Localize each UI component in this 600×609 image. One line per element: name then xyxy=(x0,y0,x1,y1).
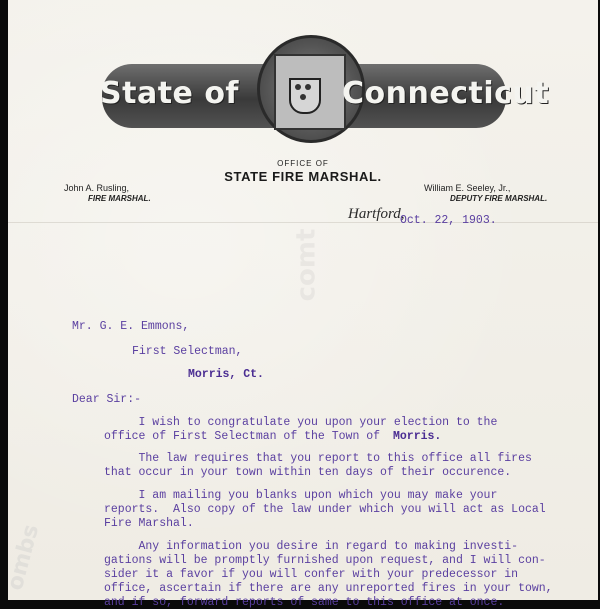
paper-fold-line xyxy=(8,222,598,223)
salutation: Dear Sir:- xyxy=(72,393,142,406)
office-of-label: OFFICE OF xyxy=(277,159,329,168)
grapevine-icon xyxy=(305,84,311,90)
body-line: The law requires that you report to this office all fires xyxy=(104,452,532,465)
dateline-place: Hartford, xyxy=(348,206,405,222)
body-line: reports. Also copy of the law under which you will act as Local xyxy=(104,503,546,516)
recipient-name: Mr. G. E. Emmons, xyxy=(72,320,190,333)
deputy-title: DEPUTY FIRE MARSHAL. xyxy=(450,194,548,203)
body-line: I wish to congratulate you upon your election to the xyxy=(104,416,498,429)
body-line: Any information you desire in regard to making investi- xyxy=(104,540,519,553)
body-line: gations will be promptly furnished upon request, and I will con- xyxy=(104,554,546,567)
body-line: that occur in your town within ten days of their occurence. xyxy=(104,466,512,479)
deputy-name: William E. Seeley, Jr., xyxy=(424,183,511,193)
body-line: and if so, forward reports of same to this office at once. xyxy=(104,596,505,609)
recipient-town: Morris, Ct. xyxy=(188,368,264,381)
letter-paper xyxy=(8,0,598,609)
body-line: office of First Selectman of the Town of xyxy=(104,430,381,443)
watermark-text: comt xyxy=(291,228,322,302)
recipient-title: First Selectman, xyxy=(132,345,243,358)
letterhead-state-of: State of xyxy=(100,76,239,111)
body-line: office, ascertain if there are any unreported fires in your town, xyxy=(104,582,553,595)
body-line: I am mailing you blanks upon which you may make your xyxy=(104,489,498,502)
dateline-date: Oct. 22, 1903. xyxy=(400,214,497,227)
marshal-title: FIRE MARSHAL. xyxy=(88,194,151,203)
grapevine-icon xyxy=(295,84,301,90)
letterhead-connecticut: Connecticut xyxy=(342,76,550,111)
marshal-name: John A. Rusling, xyxy=(64,183,130,193)
office-name: STATE FIRE MARSHAL. xyxy=(224,169,382,184)
body-line: Fire Marshal. xyxy=(104,517,194,530)
body-town-bold: Morris. xyxy=(393,430,442,443)
grapevine-icon xyxy=(300,94,306,100)
corner-watermark: ombs xyxy=(2,521,45,594)
body-line: sider it a favor if you will confer with your predecessor in xyxy=(104,568,519,581)
